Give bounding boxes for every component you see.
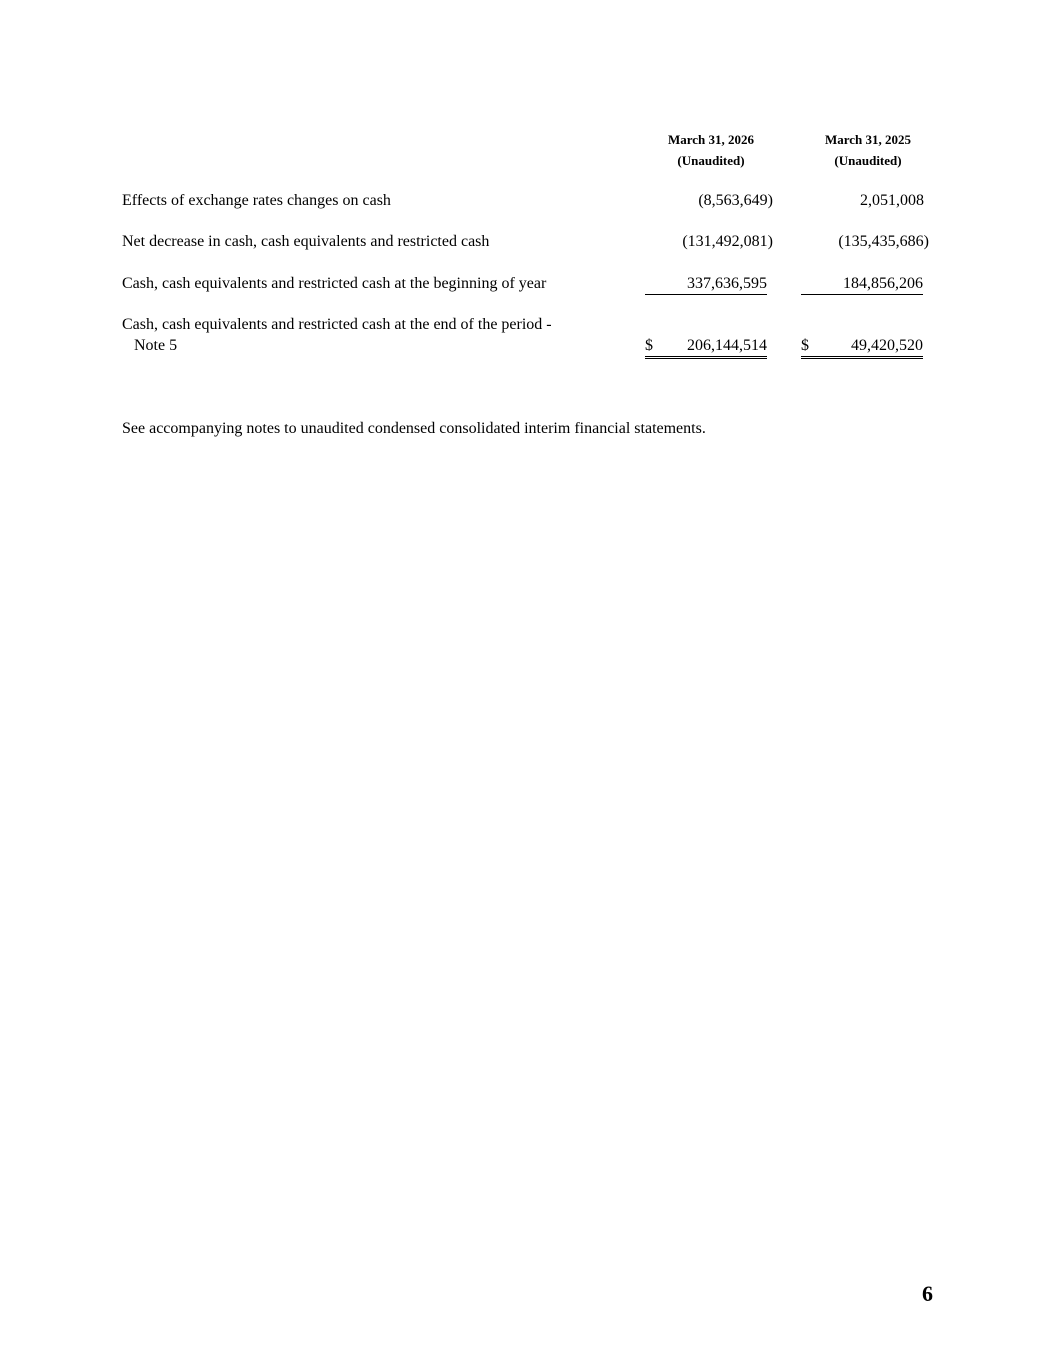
footnote: See accompanying notes to unaudited condensed consolidated interim financial statements. [122,420,706,437]
row-label-net-decrease: Net decrease in cash, cash equivalents and restricted cash [122,233,490,250]
row-value-2026-net-decrease: (131,492,081) [682,233,773,250]
row-value-2025-exchange-rate-effects: 2,051,008 [860,192,924,209]
column-header-2026 [640,129,782,171]
column-header-2025 [797,129,939,171]
column-header-status: (Unaudited) [677,153,745,168]
page-number: 6 [922,1281,933,1306]
row-cell-2026-beginning-of-year [645,273,767,295]
currency-symbol: $ [645,337,653,354]
column-header-date: March 31, 2026 [667,132,755,147]
row-label-end-of-period-line2: Note 5 [134,337,178,354]
row-value-2025-beginning-of-year: 184,856,206 [843,275,923,292]
row-cell-2026-end-of-period [645,335,767,359]
row-cell-2025-beginning-of-year [801,273,923,295]
row-value-2025-end-of-period: 49,420,520 [851,337,923,354]
column-header-status: (Unaudited) [834,153,902,168]
row-value-2025-net-decrease: (135,435,686) [838,233,929,250]
row-label-end-of-period-line1: Cash, cash equivalents and restricted cash at the end of the period - [122,316,552,333]
row-value-2026-beginning-of-year: 337,636,595 [687,275,767,292]
row-value-2026-exchange-rate-effects: (8,563,649) [698,192,773,209]
row-cell-2025-end-of-period [801,335,923,359]
row-label-exchange-rate-effects: Effects of exchange rates changes on cash [122,192,391,209]
column-header-date: March 31, 2025 [824,132,912,147]
row-label-beginning-of-year: Cash, cash equivalents and restricted cash at the beginning of year [122,275,547,292]
currency-symbol: $ [801,337,809,354]
row-value-2026-end-of-period: 206,144,514 [687,337,767,354]
